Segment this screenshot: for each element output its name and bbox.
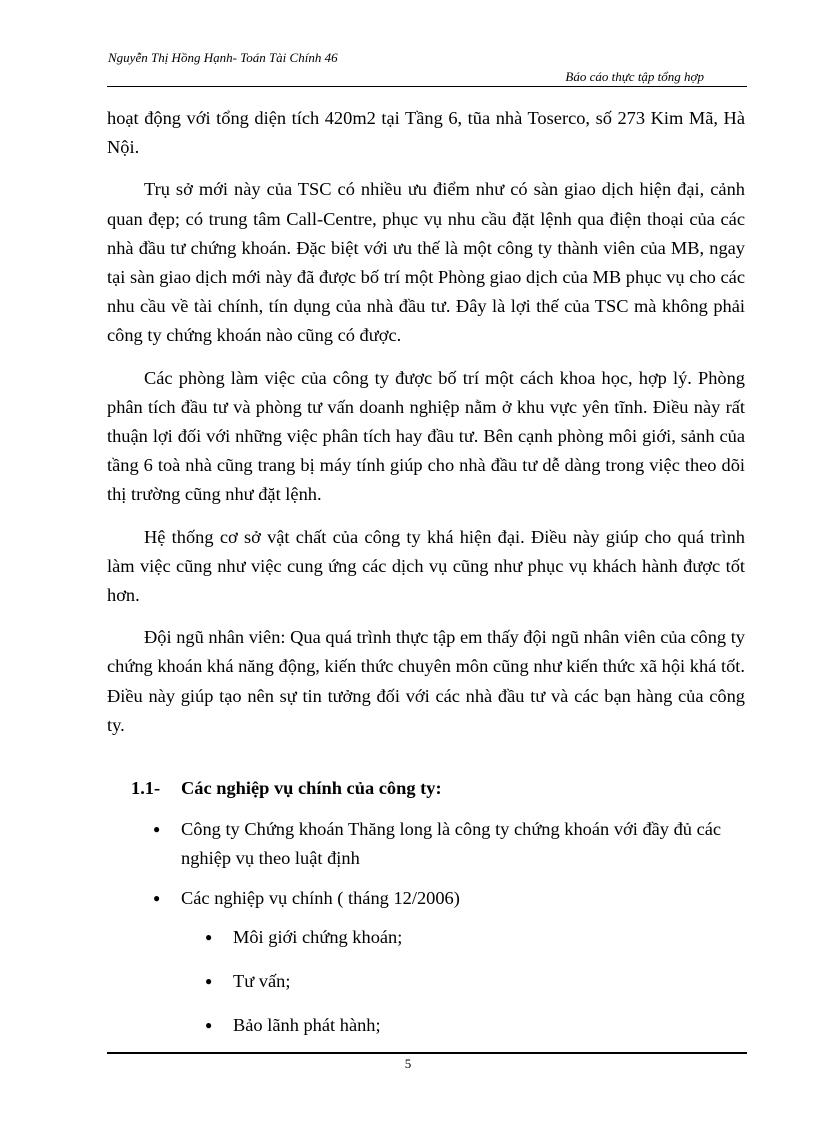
bullet-icon: ● (205, 974, 213, 989)
paragraph: Đội ngũ nhân viên: Qua quá trình thực tập em thấy đội ngũ nhân viên của công ty chứng khoán khá năng động, kiến thức chuyên môn cũng như kiến thức xã hội khá tốt. Điều này giúp tạo nên sự tin tưởng đối với các nhà đầu tư và các bạn hàng của công ty. (107, 627, 745, 735)
paragraph: Các phòng làm việc của công ty được bố trí một cách khoa học, hợp lý. Phòng phân tích đầu tư và phòng tư vấn doanh nghiệp nằm ở khu vực yên tĩnh. Điều này rất thuận lợi đối với những việc phân tích hay đầu tư. Bên cạnh phòng môi giới, sảnh của tầng 6 toà nhà cũng trang bị máy tính giúp cho nhà đầu tư dễ dàng trong việc theo dõi thị trường cũng như đặt lệnh. (107, 367, 745, 505)
bullet-list (107, 815, 745, 1040)
bullet-icon: ● (205, 929, 213, 944)
sub-bullet-list (181, 923, 745, 1041)
list-item (153, 815, 745, 873)
bullet-icon: ● (153, 890, 161, 905)
bullet-icon: ● (153, 822, 161, 837)
document-body (107, 100, 745, 1055)
sub-list-item-text: Bảo lãnh phát hành; (233, 1015, 381, 1036)
sub-list-item (205, 923, 745, 952)
section-heading (107, 774, 745, 803)
page-number: 5 (404, 1056, 412, 1071)
sub-list-item (205, 1011, 745, 1040)
list-item (153, 884, 745, 1041)
sub-list-item (205, 967, 745, 996)
footer-divider (107, 1052, 747, 1054)
paragraph: Trụ sở mới này của TSC có nhiều ưu điểm như có sàn giao dịch hiện đại, cảnh quan đẹp; có trung tâm Call-Centre, phục vụ nhu cầu đặt lệnh qua điện thoại của các nhà đầu tư chứng khoán. Đặc biệt với ưu thế là một công ty thành viên của MB, ngay tại sàn giao dịch mới này đã được bố trí một Phòng giao dịch của MB phục vụ cho các nhu cầu về tài chính, tín dụng của nhà đầu tư. Đây là lợi thế của TSC mà không phải công ty chứng khoán nào cũng có được. (107, 179, 745, 346)
list-item-text: Các nghiệp vụ chính ( tháng 12/2006) (181, 887, 460, 908)
header-author: Nguyễn Thị Hồng Hạnh- Toán Tài Chính 46 (108, 50, 338, 65)
sub-list-item-text: Môi giới chứng khoán; (233, 926, 403, 947)
section-number: 1.1- (131, 778, 161, 799)
paragraph: Hệ thống cơ sở vật chất của công ty khá hiện đại. Điều này giúp cho quá trình làm việc cũng như việc cung ứng các dịch vụ cũng như phục vụ khách hành được tốt hơn. (107, 526, 745, 606)
paragraph: hoạt động với tổng diện tích 420m2 tại Tầng 6, tũa nhà Toserco, số 273 Kim Mã, Hà Nội. (107, 108, 745, 158)
section-title: Các nghiệp vụ chính của công ty: (181, 778, 442, 799)
header-divider (107, 86, 747, 87)
header-report-title: Báo cáo thực tập tổng hợp (565, 69, 704, 84)
sub-list-item-text: Tư vấn; (233, 971, 291, 992)
list-item-text: Công ty Chứng khoán Thăng long là công ty chứng khoán với đầy đủ các nghiệp vụ theo luật định (181, 819, 722, 869)
bullet-icon: ● (205, 1018, 213, 1033)
